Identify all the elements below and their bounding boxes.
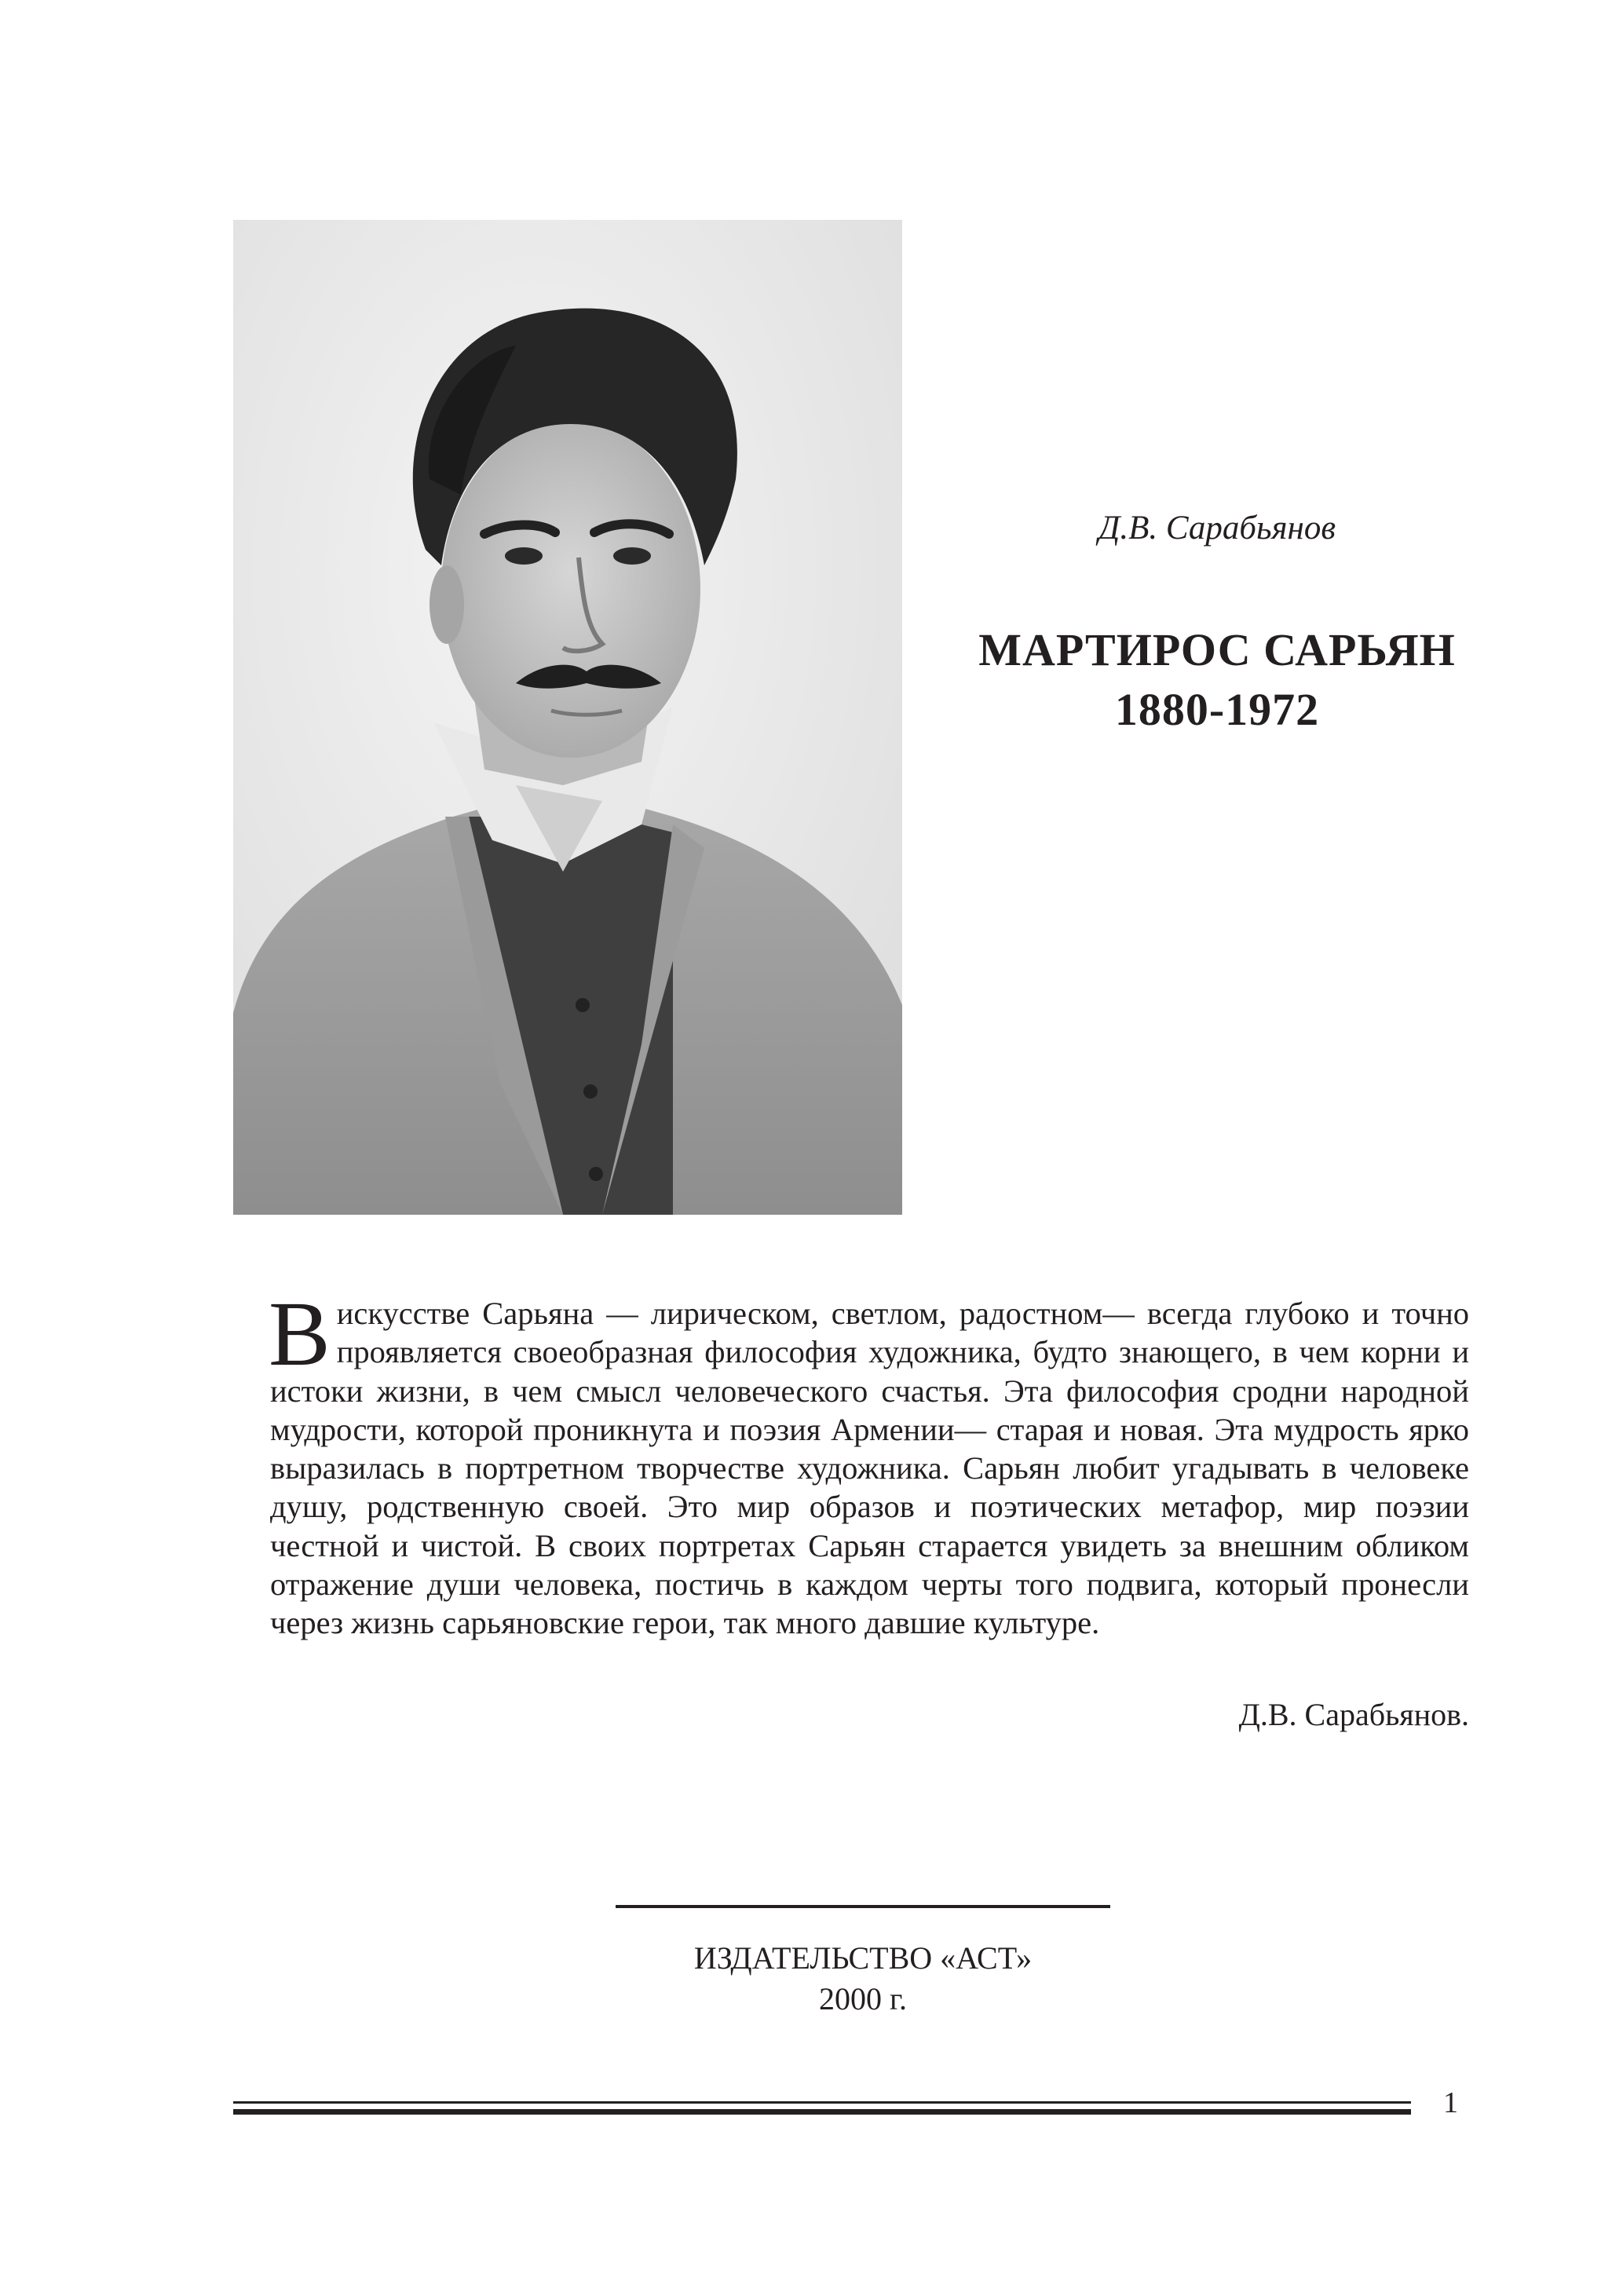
article-text: искусстве Сарьяна — лирическом, светлом, радостном— всегда глубоко и точно проявляется своеобразная философия художника, будто знающего, в чем корни и истоки жизни, в чем смысл человеческого счастья. Эта философия сродни народной мудрости, которой проникнута и поэзия Армении— старая и новая. Эта мудрость ярко выразилась в портретном творчестве художника. Сарьян любит угадывать в человеке душу, родственную своей. Это мир образов и поэтических метафор, мир поэзии честной и чистой. В своих портретах Сарьян старается увидеть за внешним обликом отражение души человека, постичь в каждом черты того подвига, который пронесли через жизнь сарьяновские герои, так много давшие культуре. bbox=[270, 1296, 1469, 1641]
page-number: 1 bbox=[1443, 2086, 1458, 2119]
portrait-photo bbox=[233, 220, 902, 1215]
article-signature: Д.В. Сарабьянов. bbox=[1238, 1697, 1469, 1732]
author-name: Д.В. Сарабьянов bbox=[1098, 510, 1336, 547]
drop-cap: В bbox=[269, 1282, 331, 1385]
footer-rule-thick bbox=[233, 2109, 1411, 2115]
title-years: 1880-1972 bbox=[1114, 684, 1320, 735]
portrait-icon bbox=[233, 220, 902, 1215]
title-name: МАРТИРОС САРЬЯН bbox=[978, 624, 1456, 675]
publisher-block bbox=[616, 1938, 1110, 2020]
article-body bbox=[269, 1282, 1469, 1643]
page-title bbox=[942, 620, 1492, 740]
publisher-name: ИЗДАТЕЛЬСТВО «АСТ» bbox=[693, 1940, 1033, 1976]
footer-rule-thin bbox=[233, 2101, 1411, 2104]
publication-year: 2000 г. bbox=[819, 1981, 907, 2016]
divider-rule bbox=[616, 1905, 1110, 1908]
